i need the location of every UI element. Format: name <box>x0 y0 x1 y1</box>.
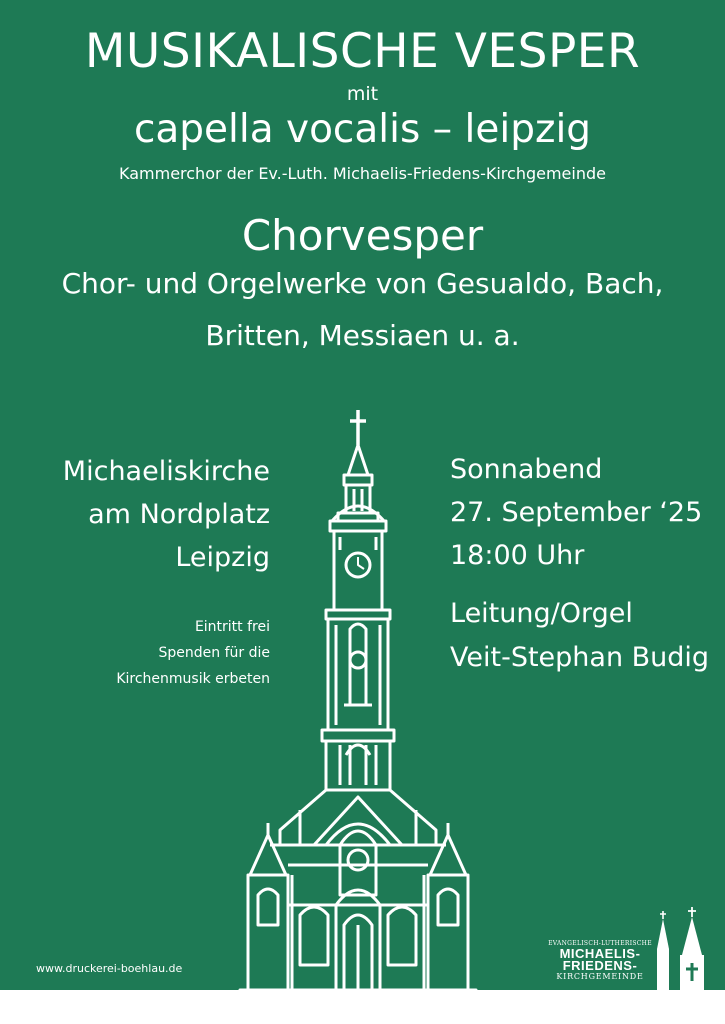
program-name: Chorvesper <box>241 211 484 260</box>
printer-credit: www.druckerei-boehlau.de <box>36 962 183 975</box>
poster-title: MUSIKALISCHE VESPER <box>84 24 641 79</box>
admission-line1: Eintritt frei <box>194 619 270 635</box>
venue-line1: Michaeliskirche <box>62 456 270 487</box>
direction-person: Veit-Stephan Budig <box>450 642 710 673</box>
church-illustration <box>230 405 490 1005</box>
admission-line2: Spenden für die <box>158 645 270 661</box>
schedule-time: 18:00 Uhr <box>450 540 585 571</box>
schedule <box>450 448 720 577</box>
logo-line3: FRIEDENS- <box>562 958 638 973</box>
logo-line4: KIRCHGEMEINDE <box>556 972 644 981</box>
program-works-line2: Britten, Messiaen u. a. <box>205 319 520 352</box>
admission-line3: Kirchenmusik erbeten <box>116 671 270 687</box>
schedule-date: 27. September ‘25 <box>450 497 703 528</box>
program-works-line1: Chor- und Orgelwerke von Gesualdo, Bach, <box>61 267 664 300</box>
ensemble-name: capella vocalis – leipzig <box>133 107 592 152</box>
schedule-day: Sonnabend <box>450 454 603 485</box>
logo-line1: EVANGELISCH-LUTHERISCHE <box>548 940 652 947</box>
venue-line3: Leipzig <box>175 542 270 573</box>
bottom-bar <box>0 990 725 1024</box>
venue-line2: am Nordplatz <box>88 499 270 530</box>
direction-role: Leitung/Orgel <box>450 598 633 629</box>
ensemble-subtitle: Kammerchor der Ev.-Luth. Michaelis-Friedens-Kirchgemeinde <box>119 164 606 183</box>
parish-logo-text <box>540 940 660 982</box>
direction <box>450 592 720 680</box>
logo-line2: MICHAELIS- <box>559 946 641 961</box>
with-word: mit <box>346 83 379 105</box>
parish-towers-icon <box>655 905 710 990</box>
